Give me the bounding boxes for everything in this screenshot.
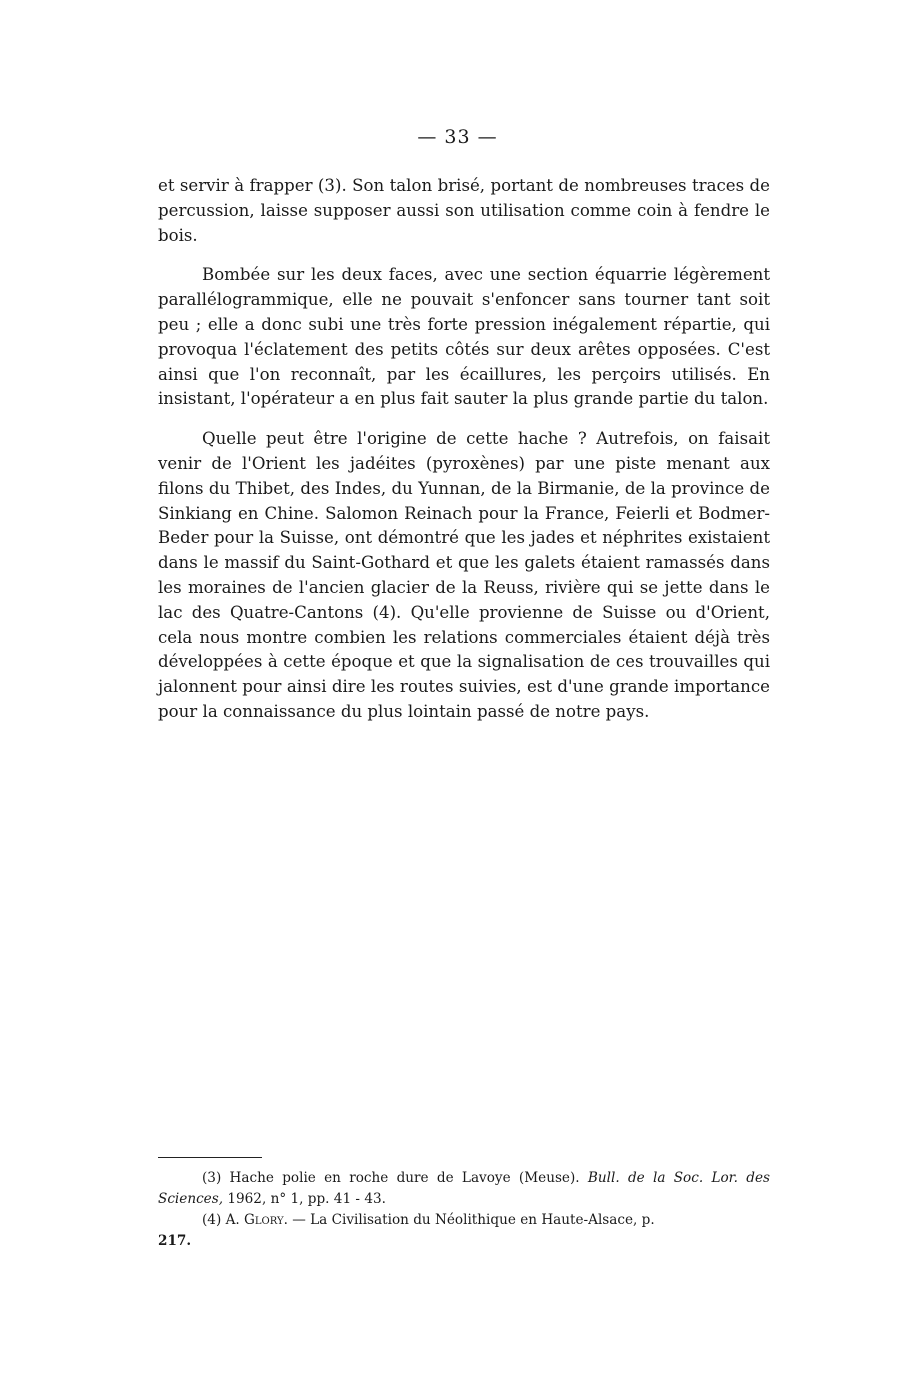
footnote-4-page: 217. <box>158 1233 192 1249</box>
footnote-3 <box>158 1168 770 1210</box>
page-number: — 33 — <box>417 126 498 148</box>
footnote-4-prefix: (4) A. <box>202 1212 245 1228</box>
footnote-3-journal: Bull. de la Soc. Lor. des Sciences, <box>158 1170 770 1207</box>
footnote-3-suffix: 1962, n° 1, pp. 41 - 43. <box>223 1191 386 1207</box>
footnotes <box>158 1168 770 1252</box>
footnote-4-author: Glory <box>244 1212 284 1228</box>
paragraph-1: et servir à frapper (3). Son talon brisé, portant de nombreuses traces de percussion, laisse supposer aussi son utilisation comme coin à fendre le bois. <box>158 176 770 245</box>
body-text <box>158 174 770 725</box>
paragraph-3: Quelle peut être l'origine de cette hache ? Autrefois, on faisait venir de l'Orient les jadéites (pyroxènes) par une piste menant aux filons du Thibet, des Indes, du Yunnan, de la Birmanie, de la province de Sinkiang en Chine. Salomon Reinach pour la France, Feierli et Bodmer-Beder pour la Suisse, ont démontré que les jades et néphrites existaient dans le massif du Saint-Gothard et que les galets étaient ramassés dans les moraines de l'ancien glacier de la Reuss, rivière qui se jette dans le lac des Quatre-Cantons (4). Qu'elle provienne de Suisse ou d'Orient, cela nous montre combien les relations commerciales étaient déjà très développées à cette époque et que la signalisation de ces trouvailles qui jalonnent pour ainsi dire les routes suivies, est d'une grande importance pour la connaissance du plus lointain passé de notre pays. <box>158 429 770 721</box>
footnote-4-suffix: . — La Civilisation du Néolithique en Haute-Alsace, p. <box>283 1212 655 1228</box>
footnote-4 <box>158 1210 770 1231</box>
footnote-separator <box>158 1157 262 1158</box>
footnote-3-prefix: (3) Hache polie en roche dure de Lavoye (Meuse). <box>202 1170 588 1186</box>
paragraph-2: Bombée sur les deux faces, avec une section équarrie légèrement parallélogrammique, elle ne pouvait s'enfoncer sans tourner tant soit peu ; elle a donc subi une très forte pression inégalement répartie, qui provoqua l'éclatement des petits côtés sur deux arêtes opposées. C'est ainsi que l'on reconnaît, par les écaillures, les perçoirs utilisés. En insistant, l'opérateur a en plus fait sauter la plus grande partie du talon. <box>158 265 770 409</box>
